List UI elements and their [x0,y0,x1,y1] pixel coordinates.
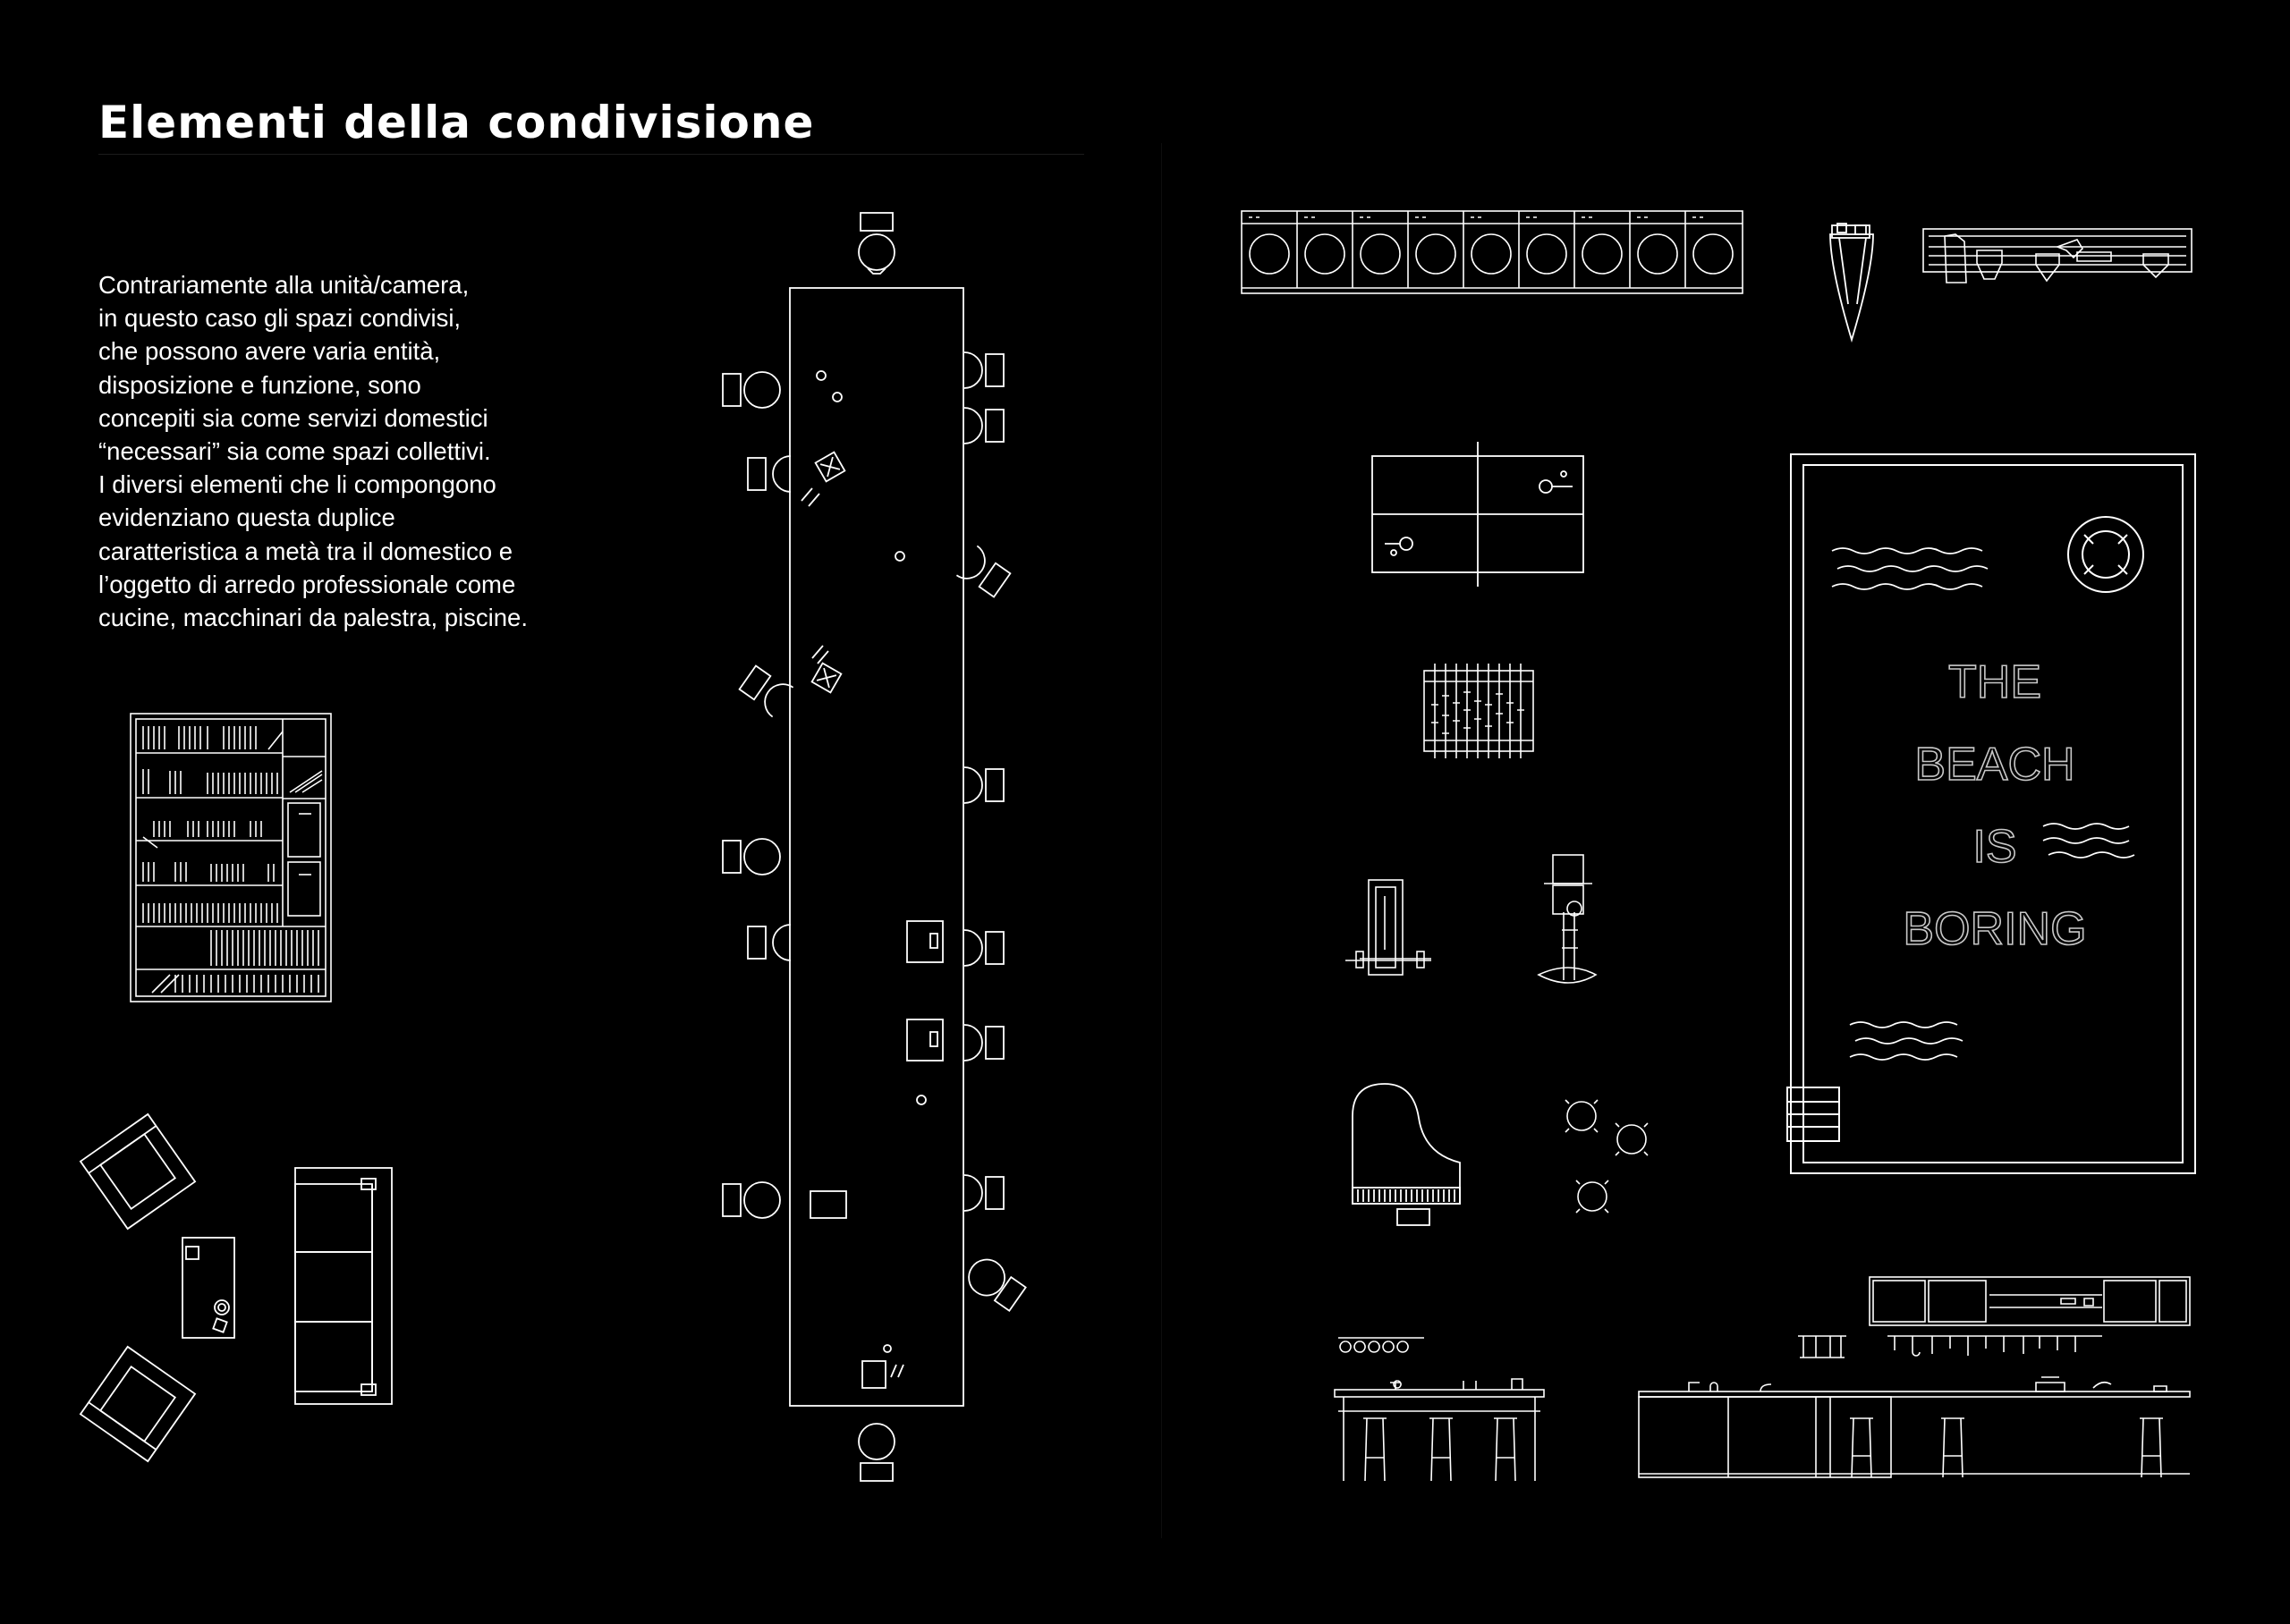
pool-slogan-line: THE [1948,656,2041,708]
pool-slogan-line: IS [1972,821,2017,873]
foosball-table-drawing [1424,664,1533,758]
intro-line: caratteristica a metà tra il domestico e [98,537,513,565]
kitchen-island-drawing [1639,1336,2190,1477]
intro-line: disposizione e funzione, sono [98,370,421,399]
intro-line: cucine, macchinari da palestra, piscine. [98,604,528,632]
gym-machine-drawing [1539,855,1596,983]
intro-line: “necessari” sia come spazi collettivi. [98,437,491,466]
small-stools-drawing [1565,1100,1648,1213]
intro-line: in questo caso gli spazi condivisi, [98,304,462,333]
pool-slogan-line: BORING [1903,903,2087,955]
bar-counter-drawing [1335,1338,1544,1481]
dining-table-drawing [790,288,963,1406]
intro-line: concepiti sia come servizi domestici [98,403,488,432]
clothes-rack-drawing [1923,229,2192,283]
intro-line: evidenziano questa duplice [98,503,395,532]
ironing-board-drawing [1830,224,1873,340]
kitchen-wall-cabinets-drawing [1870,1277,2190,1325]
washing-machines-drawing [1242,211,1743,293]
intro-line: Contrariamente alla unità/camera, [98,271,470,299]
lounge-set-drawing [81,1114,392,1461]
gym-bench-drawing [1345,880,1431,975]
ping-pong-table-drawing [1372,442,1583,587]
dining-chair-drawing [723,213,1028,1481]
grand-piano-drawing [1353,1084,1460,1225]
page-title: Elementi della condivisione [98,97,815,148]
bookshelf-drawing [131,714,331,1002]
intro-line: che possono avere varia entità, [98,337,441,366]
intro-line: l’oggetto di arredo professionale come [98,570,516,598]
swimming-pool-drawing [1787,454,2195,1173]
intro-line: I diversi elementi che li compongono [98,470,496,499]
pool-slogan-line: BEACH [1914,739,2075,791]
pool-slogan [1903,656,2086,955]
